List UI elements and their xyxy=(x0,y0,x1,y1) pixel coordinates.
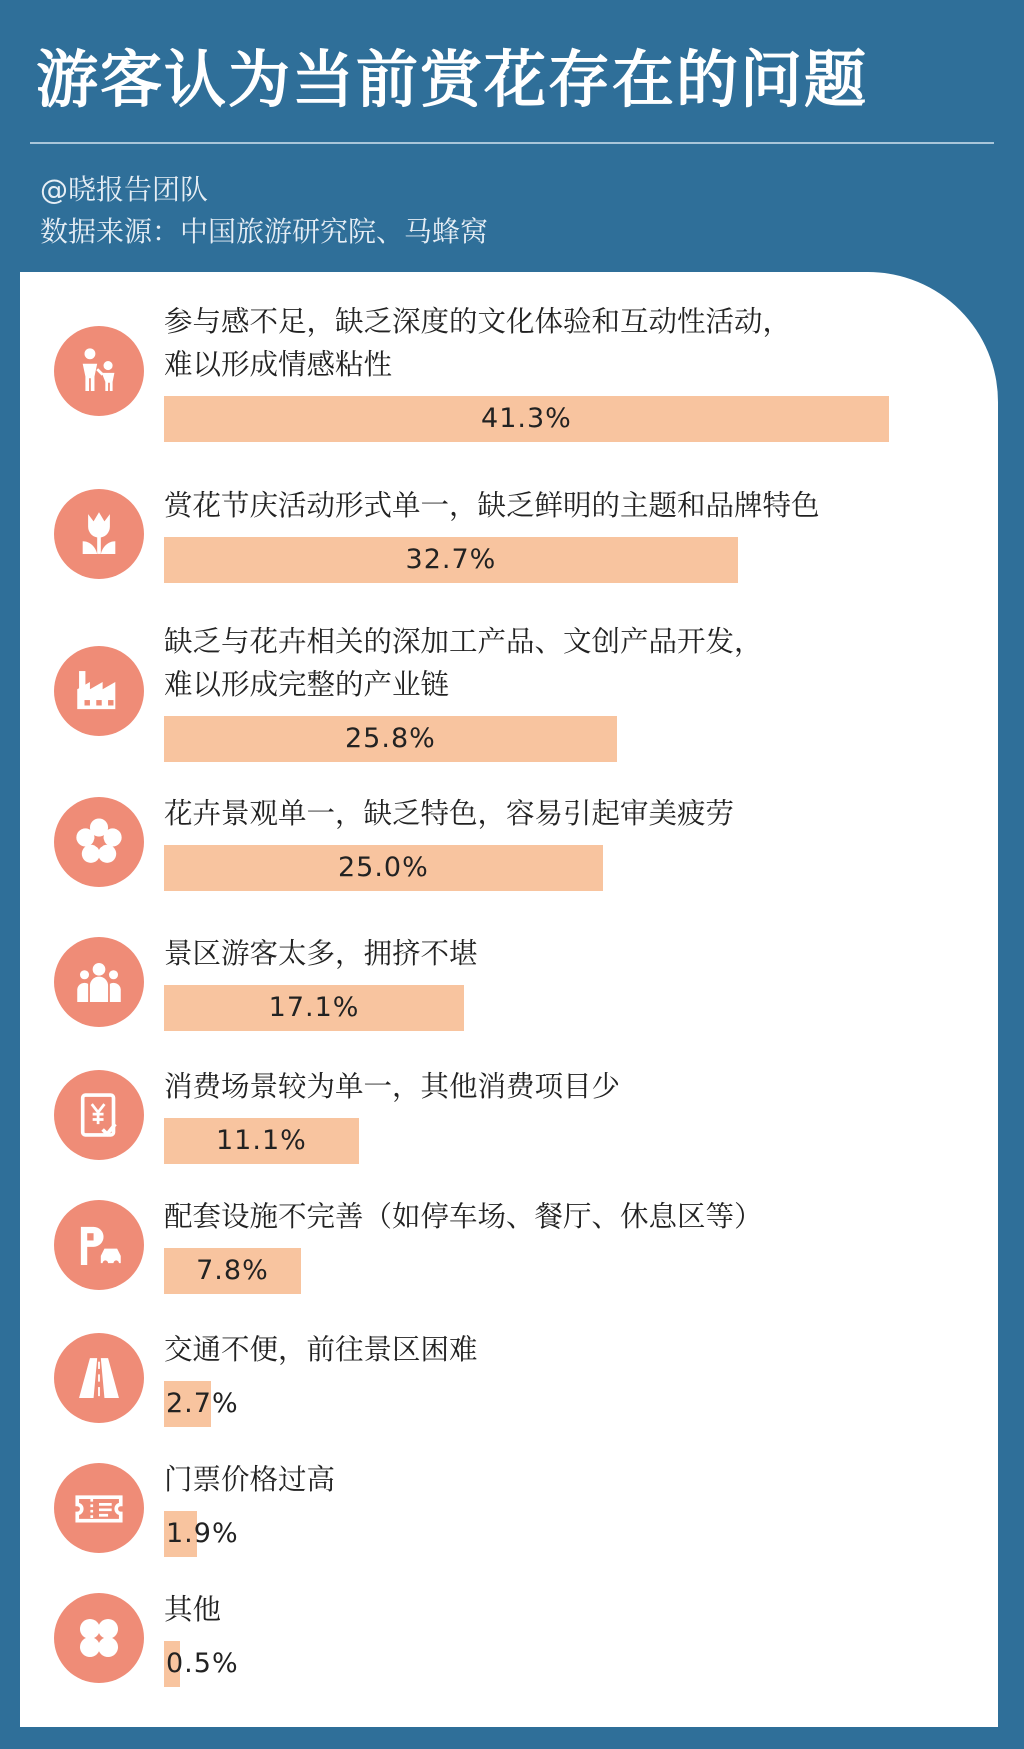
value-label: 25.8% xyxy=(345,723,436,754)
ticket-icon xyxy=(54,1463,144,1553)
category-label: 赏花节庆活动形式单一，缺乏鲜明的主题和品牌特色 xyxy=(164,489,820,522)
category-label: 缺乏与花卉相关的深加工产品、文创产品开发， xyxy=(164,625,763,658)
factory-icon xyxy=(54,646,144,736)
value-label: 25.0% xyxy=(337,852,429,883)
road-icon xyxy=(54,1333,144,1423)
category-label: 交通不便，前往景区困难 xyxy=(164,1333,478,1366)
tulip-icon xyxy=(54,489,144,579)
source-text: 数据来源：中国旅游研究院、马蜂窝 xyxy=(40,215,489,248)
value-label: 2.7% xyxy=(166,1388,239,1419)
receipt-yen-icon xyxy=(54,1070,144,1160)
category-label: 难以形成完整的产业链 xyxy=(164,668,450,701)
value-label: 32.7% xyxy=(405,544,497,575)
category-label: 景区游客太多，拥挤不堪 xyxy=(164,937,478,970)
category-label: 门票价格过高 xyxy=(164,1463,336,1496)
category-label: 花卉景观单一，缺乏特色，容易引起审美疲劳 xyxy=(164,797,735,830)
crowd-icon xyxy=(54,937,144,1027)
value-label: 41.3% xyxy=(481,403,572,434)
family-icon xyxy=(54,326,144,416)
clover-icon xyxy=(54,1593,144,1683)
value-label: 7.8% xyxy=(196,1255,269,1286)
parking-icon xyxy=(54,1200,144,1290)
credit-text: @晓报告团队 xyxy=(40,173,209,206)
category-label: 参与感不足，缺乏深度的文化体验和互动性活动， xyxy=(164,305,792,338)
category-label: 难以形成情感粘性 xyxy=(164,348,393,381)
value-label: 1.9% xyxy=(166,1518,239,1549)
value-label: 17.1% xyxy=(268,992,360,1023)
category-label: 配套设施不完善（如停车场、餐厅、休息区等） xyxy=(164,1200,763,1233)
category-label: 消费场景较为单一，其他消费项目少 xyxy=(164,1070,621,1103)
page-title: 游客认为当前赏花存在的问题 xyxy=(36,43,869,116)
value-label: 11.1% xyxy=(216,1125,307,1156)
title-divider xyxy=(30,142,994,144)
category-label: 其他 xyxy=(164,1593,222,1626)
flower-icon xyxy=(54,797,144,887)
value-label: 0.5% xyxy=(166,1648,239,1679)
